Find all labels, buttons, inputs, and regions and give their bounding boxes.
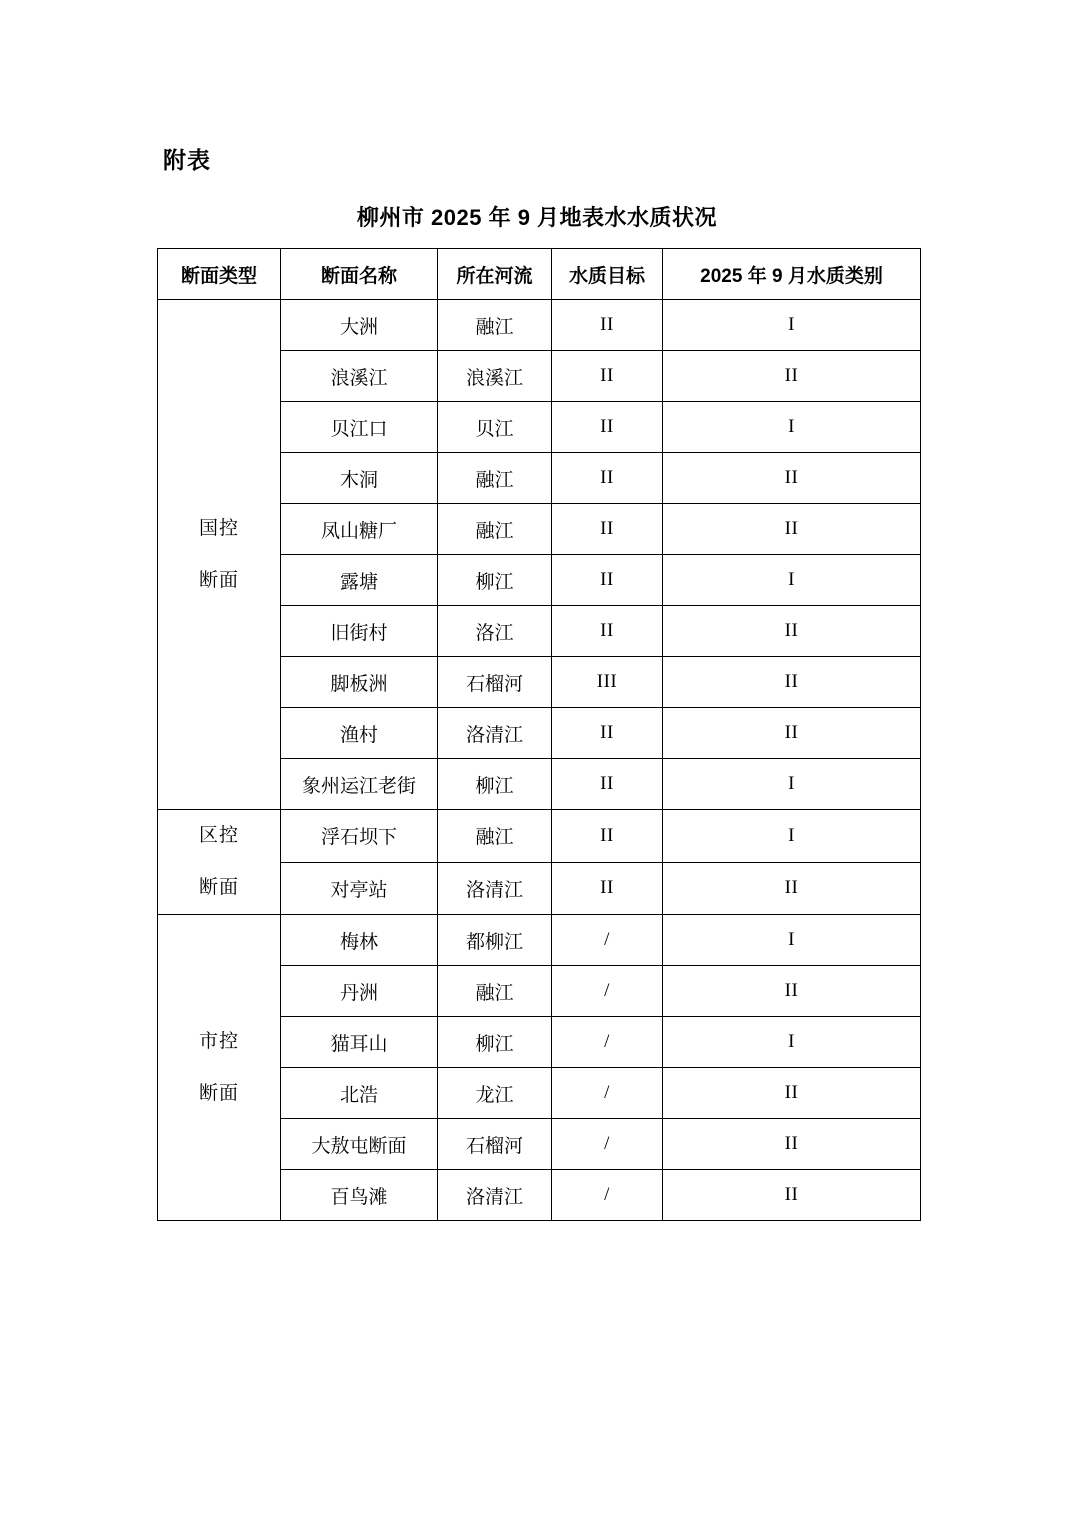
cell-category: I bbox=[663, 759, 921, 810]
cell-section-name: 贝江口 bbox=[281, 402, 438, 453]
header-category: 2025 年 9 月水质类别 bbox=[663, 249, 921, 300]
cell-section-name: 脚板洲 bbox=[281, 657, 438, 708]
cell-section-name: 梅林 bbox=[281, 915, 438, 966]
cell-river: 柳江 bbox=[438, 1017, 552, 1068]
cell-river: 浪溪江 bbox=[438, 351, 552, 402]
cell-section-name: 浪溪江 bbox=[281, 351, 438, 402]
table-row bbox=[158, 915, 921, 966]
cell-section-name: 浮石坝下 bbox=[281, 810, 438, 863]
cell-category: I bbox=[663, 1017, 921, 1068]
cell-section-name: 大洲 bbox=[281, 300, 438, 351]
water-quality-table bbox=[157, 248, 921, 1221]
cell-target: II bbox=[552, 810, 663, 863]
group-label bbox=[158, 915, 281, 1221]
cell-river: 龙江 bbox=[438, 1068, 552, 1119]
cell-river: 石榴河 bbox=[438, 657, 552, 708]
cell-section-name: 对亭站 bbox=[281, 862, 438, 915]
cell-section-name: 百鸟滩 bbox=[281, 1170, 438, 1221]
cell-target: / bbox=[552, 915, 663, 966]
cell-target: II bbox=[552, 555, 663, 606]
cell-section-name: 北浩 bbox=[281, 1068, 438, 1119]
cell-category: I bbox=[663, 810, 921, 863]
cell-target: II bbox=[552, 606, 663, 657]
cell-river: 融江 bbox=[438, 966, 552, 1017]
table-header-row bbox=[158, 249, 921, 300]
cell-river: 洛清江 bbox=[438, 1170, 552, 1221]
cell-category: II bbox=[663, 351, 921, 402]
cell-category: II bbox=[663, 862, 921, 915]
cell-section-name: 大敖屯断面 bbox=[281, 1119, 438, 1170]
group-label-line: 市控 bbox=[198, 1030, 239, 1052]
table-row bbox=[158, 300, 921, 351]
cell-category: I bbox=[663, 300, 921, 351]
cell-river: 柳江 bbox=[438, 555, 552, 606]
cell-river: 融江 bbox=[438, 504, 552, 555]
cell-river: 都柳江 bbox=[438, 915, 552, 966]
cell-section-name: 木洞 bbox=[281, 453, 438, 504]
cell-target: / bbox=[552, 1068, 663, 1119]
cell-section-name: 丹洲 bbox=[281, 966, 438, 1017]
cell-target: / bbox=[552, 966, 663, 1017]
cell-section-name: 渔村 bbox=[281, 708, 438, 759]
cell-category: I bbox=[663, 555, 921, 606]
cell-target: II bbox=[552, 453, 663, 504]
cell-river: 石榴河 bbox=[438, 1119, 552, 1170]
cell-section-name: 露塘 bbox=[281, 555, 438, 606]
cell-river: 洛清江 bbox=[438, 862, 552, 915]
group-label-line: 断面 bbox=[198, 877, 239, 898]
group-label-line: 区控 bbox=[198, 825, 239, 846]
cell-target: II bbox=[552, 504, 663, 555]
cell-river: 融江 bbox=[438, 810, 552, 863]
cell-river: 洛清江 bbox=[438, 708, 552, 759]
cell-river: 洛江 bbox=[438, 606, 552, 657]
header-river: 所在河流 bbox=[438, 249, 552, 300]
cell-river: 融江 bbox=[438, 300, 552, 351]
group-label-line: 断面 bbox=[198, 1082, 239, 1104]
cell-category: I bbox=[663, 402, 921, 453]
cell-section-name: 象州运江老街 bbox=[281, 759, 438, 810]
cell-target: II bbox=[552, 300, 663, 351]
group-label bbox=[158, 300, 281, 810]
cell-river: 柳江 bbox=[438, 759, 552, 810]
cell-river: 融江 bbox=[438, 453, 552, 504]
cell-category: II bbox=[663, 504, 921, 555]
annex-label: 附表 bbox=[163, 147, 211, 173]
cell-target: / bbox=[552, 1119, 663, 1170]
cell-target: / bbox=[552, 1017, 663, 1068]
group-label-line: 断面 bbox=[198, 569, 239, 591]
cell-target: III bbox=[552, 657, 663, 708]
cell-target: II bbox=[552, 402, 663, 453]
cell-river: 贝江 bbox=[438, 402, 552, 453]
header-section-type: 断面类型 bbox=[158, 249, 281, 300]
group-label bbox=[158, 810, 281, 915]
cell-category: II bbox=[663, 657, 921, 708]
header-target: 水质目标 bbox=[552, 249, 663, 300]
cell-target: II bbox=[552, 708, 663, 759]
cell-target: II bbox=[552, 759, 663, 810]
cell-category: II bbox=[663, 1170, 921, 1221]
cell-target: / bbox=[552, 1170, 663, 1221]
cell-category: II bbox=[663, 453, 921, 504]
cell-category: II bbox=[663, 1068, 921, 1119]
cell-section-name: 凤山糖厂 bbox=[281, 504, 438, 555]
table-body bbox=[158, 300, 921, 1221]
cell-target: II bbox=[552, 351, 663, 402]
cell-section-name: 旧街村 bbox=[281, 606, 438, 657]
cell-category: II bbox=[663, 606, 921, 657]
cell-category: I bbox=[663, 915, 921, 966]
group-label-line: 国控 bbox=[198, 517, 239, 539]
page-title: 柳州市 2025 年 9 月地表水水质状况 bbox=[356, 205, 718, 230]
header-section-name: 断面名称 bbox=[281, 249, 438, 300]
cell-category: II bbox=[663, 1119, 921, 1170]
cell-category: II bbox=[663, 708, 921, 759]
cell-category: II bbox=[663, 966, 921, 1017]
cell-section-name: 猫耳山 bbox=[281, 1017, 438, 1068]
table-row bbox=[158, 810, 921, 863]
cell-target: II bbox=[552, 862, 663, 915]
